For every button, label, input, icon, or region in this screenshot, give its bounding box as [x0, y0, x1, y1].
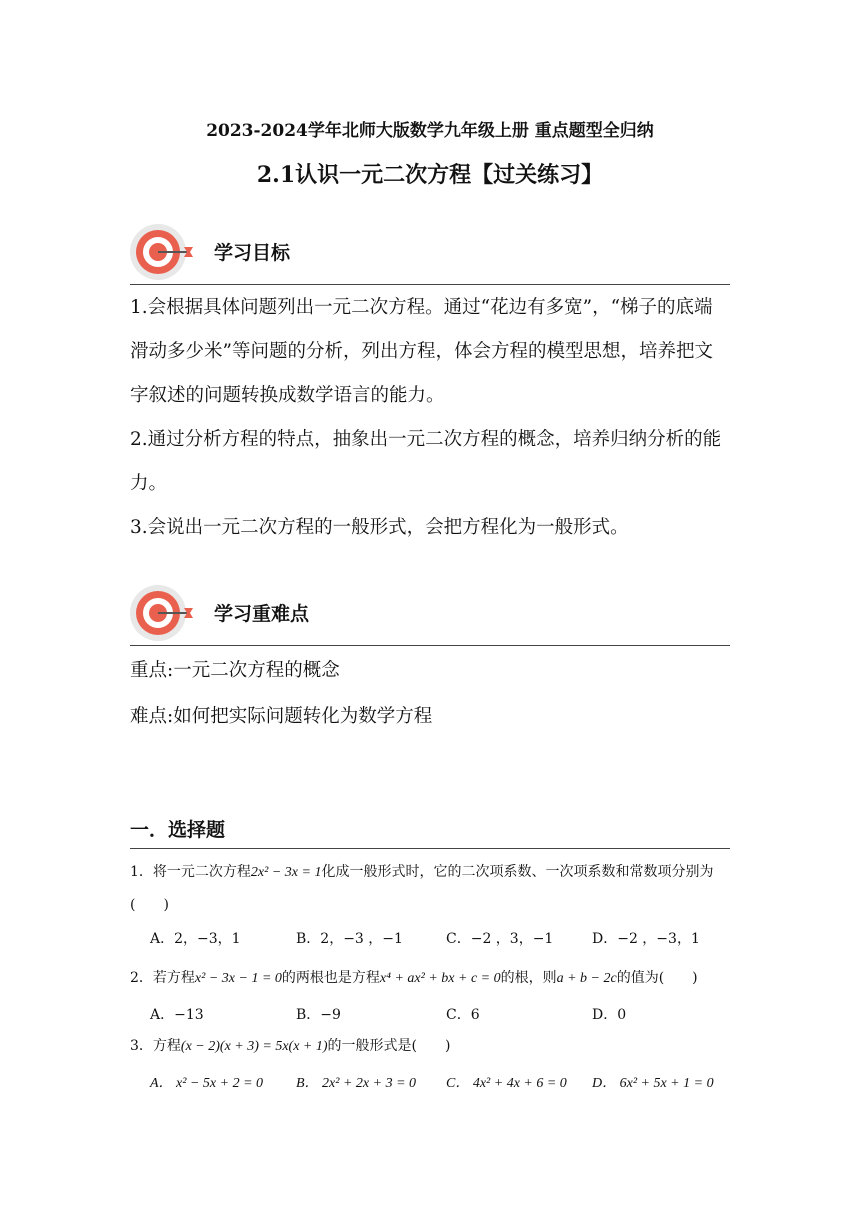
objectives-list [130, 286, 730, 550]
section-divider [130, 284, 730, 285]
objective-item: 1.会根据具体问题列出一元二次方程。通过“花边有多宽”，“梯子的底端滑动多少米”等问题的分析，列出方程，体会方程的模型思想，培养把文字叙述的问题转换成数学语言的能力。 [130, 297, 713, 406]
option-a[interactable]: A．−13 [150, 1007, 204, 1023]
expression: a + b − 2c [556, 971, 617, 986]
option-d[interactable]: D．0 [592, 1007, 627, 1023]
question-2: 2．若方程x² − 3x − 1 = 0的两根也是方程x⁴ + ax² + bx + c = 0的根，则a + b − 2c的值为( ) [130, 970, 698, 986]
objectives-heading: 学习目标 [214, 242, 291, 264]
section-divider [130, 645, 730, 646]
question-3: 3．方程(x − 2)(x + 3) = 5x(x + 1)的一般形式是( ) [130, 1038, 451, 1054]
option-b[interactable]: B．−9 [296, 1007, 341, 1023]
target-icon [130, 583, 196, 643]
objectives-header [130, 222, 730, 284]
equation: (x − 2)(x + 3) = 5x(x + 1) [180, 1039, 328, 1054]
keypoints-heading: 学习重难点 [214, 603, 310, 625]
option-a[interactable]: A． x² − 5x + 2 = 0 [150, 1076, 264, 1091]
question-1: 1．将一元二次方程2x² − 3x = 1化成一般形式时，它的二次项系数、一次项系数和常数项分别为( ) [130, 864, 714, 913]
equation: x⁴ + ax² + bx + c = 0 [379, 971, 501, 986]
option-d[interactable]: D． 6x² + 5x + 1 = 0 [592, 1076, 714, 1091]
target-icon [130, 222, 196, 282]
section-divider [130, 848, 730, 849]
section-heading: 一．选择题 [130, 819, 226, 841]
option-c[interactable]: C．6 [446, 1007, 480, 1023]
document-subtitle: 2.1认识一元二次方程【过关练习】 [256, 162, 604, 188]
difficulty-point: 难点:如何把实际问题转化为数学方程 [130, 706, 433, 727]
objective-item: 3.会说出一元二次方程的一般形式，会把方程化为一般形式。 [130, 517, 629, 538]
objective-item: 2.通过分析方程的特点，抽象出一元二次方程的概念，培养归纳分析的能力。 [130, 429, 722, 494]
multiple-choice-header [130, 815, 730, 842]
option-b[interactable]: B． 2x² + 2x + 3 = 0 [296, 1076, 417, 1091]
key-point: 重点:一元二次方程的概念 [130, 660, 340, 681]
option-b[interactable]: B．2，−3 ，−1 [296, 931, 403, 947]
option-c[interactable]: C．−2 ，3，−1 [446, 931, 554, 947]
equation: 2x² − 3x = 1 [250, 865, 322, 880]
equation: x² − 3x − 1 = 0 [194, 971, 282, 986]
option-c[interactable]: C． 4x² + 4x + 6 = 0 [446, 1076, 567, 1091]
option-d[interactable]: D．−2 ，−3，1 [592, 931, 700, 947]
document-title: 2023-2024学年北师大版数学九年级上册 重点题型全归纳 [206, 121, 654, 141]
keypoints-header [130, 583, 730, 645]
option-a[interactable]: A．2，−3，1 [150, 931, 241, 947]
